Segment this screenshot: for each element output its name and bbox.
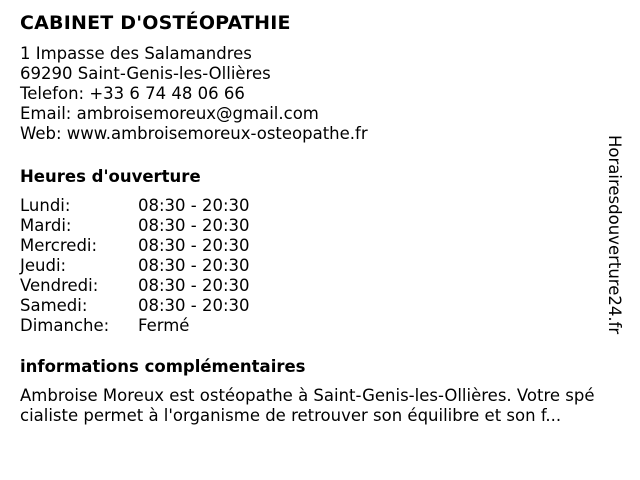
hours-row-mardi — [20, 216, 250, 236]
page-title: CABINET D'OSTÉOPATHIE — [20, 12, 291, 34]
day-label: Samedi: — [20, 296, 88, 315]
hours-table — [20, 196, 250, 336]
hours-row-jeudi — [20, 256, 250, 276]
address-city: 69290 Saint-Genis-les-Ollières — [20, 64, 271, 83]
time-value: 08:30 - 20:30 — [138, 236, 250, 255]
info-title: informations complémentaires — [20, 357, 306, 376]
address-block — [20, 44, 610, 144]
phone-line: Telefon: +33 6 74 48 06 66 — [20, 84, 245, 103]
time-value: 08:30 - 20:30 — [138, 216, 250, 235]
cabinet-card — [20, 10, 610, 426]
hours-row-dimanche — [20, 316, 250, 336]
hours-row-mercredi — [20, 236, 250, 256]
hours-title: Heures d'ouverture — [20, 167, 201, 186]
hours-row-vendredi — [20, 276, 250, 296]
time-value: 08:30 - 20:30 — [138, 296, 250, 315]
email-line: Email: ambroisemoreux@gmail.com — [20, 104, 319, 123]
time-value: 08:30 - 20:30 — [138, 196, 250, 215]
time-value: 08:30 - 20:30 — [138, 276, 250, 295]
hours-row-lundi — [20, 196, 250, 216]
day-label: Dimanche: — [20, 316, 110, 335]
day-label: Mercredi: — [20, 236, 98, 255]
address-street: 1 Impasse des Salamandres — [20, 44, 252, 63]
day-label: Lundi: — [20, 196, 71, 215]
day-label: Vendredi: — [20, 276, 99, 295]
day-label: Mardi: — [20, 216, 72, 235]
description-line-1: Ambroise Moreux est ostéopathe à Saint-Genis-les-Ollières. Votre spé — [20, 386, 595, 405]
day-label: Jeudi: — [20, 256, 67, 275]
web-line: Web: www.ambroisemoreux-osteopathe.fr — [20, 124, 368, 143]
description-line-2: cialiste permet à l'organisme de retrouver son équilibre et son f... — [20, 406, 562, 425]
time-value: 08:30 - 20:30 — [138, 256, 250, 275]
time-value: Fermé — [138, 316, 190, 335]
watermark-text: Horairesdouverture24.fr — [605, 135, 624, 335]
hours-row-samedi — [20, 296, 250, 316]
